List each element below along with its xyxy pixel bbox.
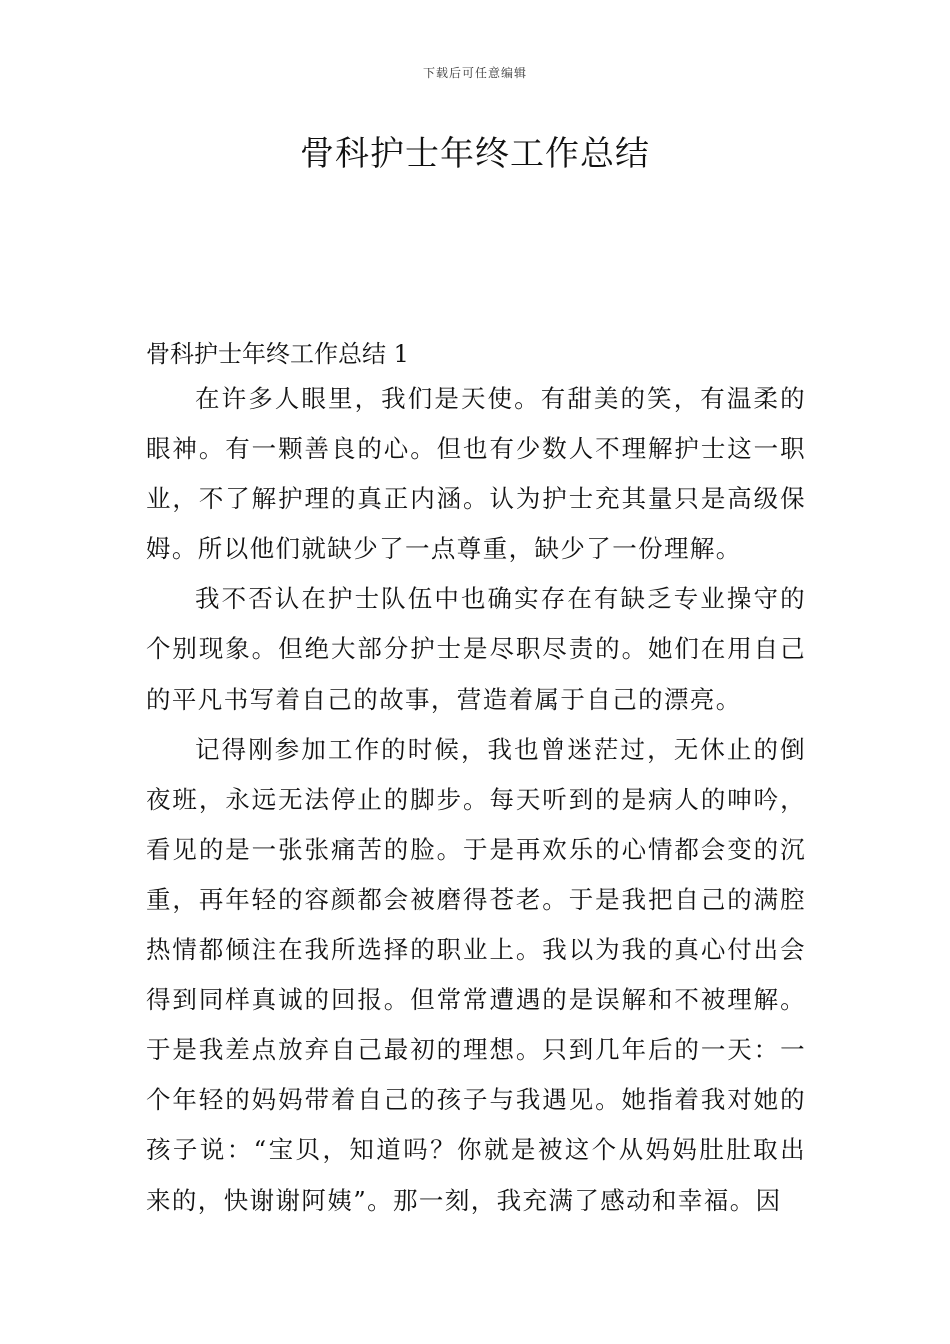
body-text [146,374,806,1226]
document-title: 骨科护士年终工作总结 [300,134,650,174]
paragraph-2: 我不否认在护士队伍中也确实存在有缺乏专业操守的个别现象。但绝大部分护士是尽职尽责的。她们在用自己的平凡书写着自己的故事，营造着属于自己的漂亮。 [146,584,806,714]
paragraph-1: 在许多人眼里，我们是天使。有甜美的笑，有温柔的眼神。有一颗善良的心。但也有少数人不理解护士这一职业，不了解护理的真正内涵。认为护士充其量只是高级保姆。所以他们就缺少了一点尊重，缺少了一份理解。 [146,384,806,564]
paragraph-3: 记得刚参加工作的时候，我也曾迷茫过，无休止的倒夜班，永远无法停止的脚步。每天听到的是病人的呻吟，看见的是一张张痛苦的脸。于是再欢乐的心情都会变的沉重，再年轻的容颜都会被磨得苍老。于是我把自己的满腔热情都倾注在我所选择的职业上。我以为我的真心付出会得到同样真诚的回报。但常常遭遇的是误解和不被理解。于是我差点放弃自己最初的理想。只到几年后的一天：一个年轻的妈妈带着自己的孩子与我遇见。她指着我对她的孩子说：“宝贝，知道吗？你就是被这个从妈妈肚肚取出来的，快谢谢阿姨”。那一刻，我充满了感动和幸福。因 [146,734,806,1215]
section-heading: 骨科护士年终工作总结 1 [146,340,409,368]
header-note: 下载后可任意编辑 [422,66,527,80]
